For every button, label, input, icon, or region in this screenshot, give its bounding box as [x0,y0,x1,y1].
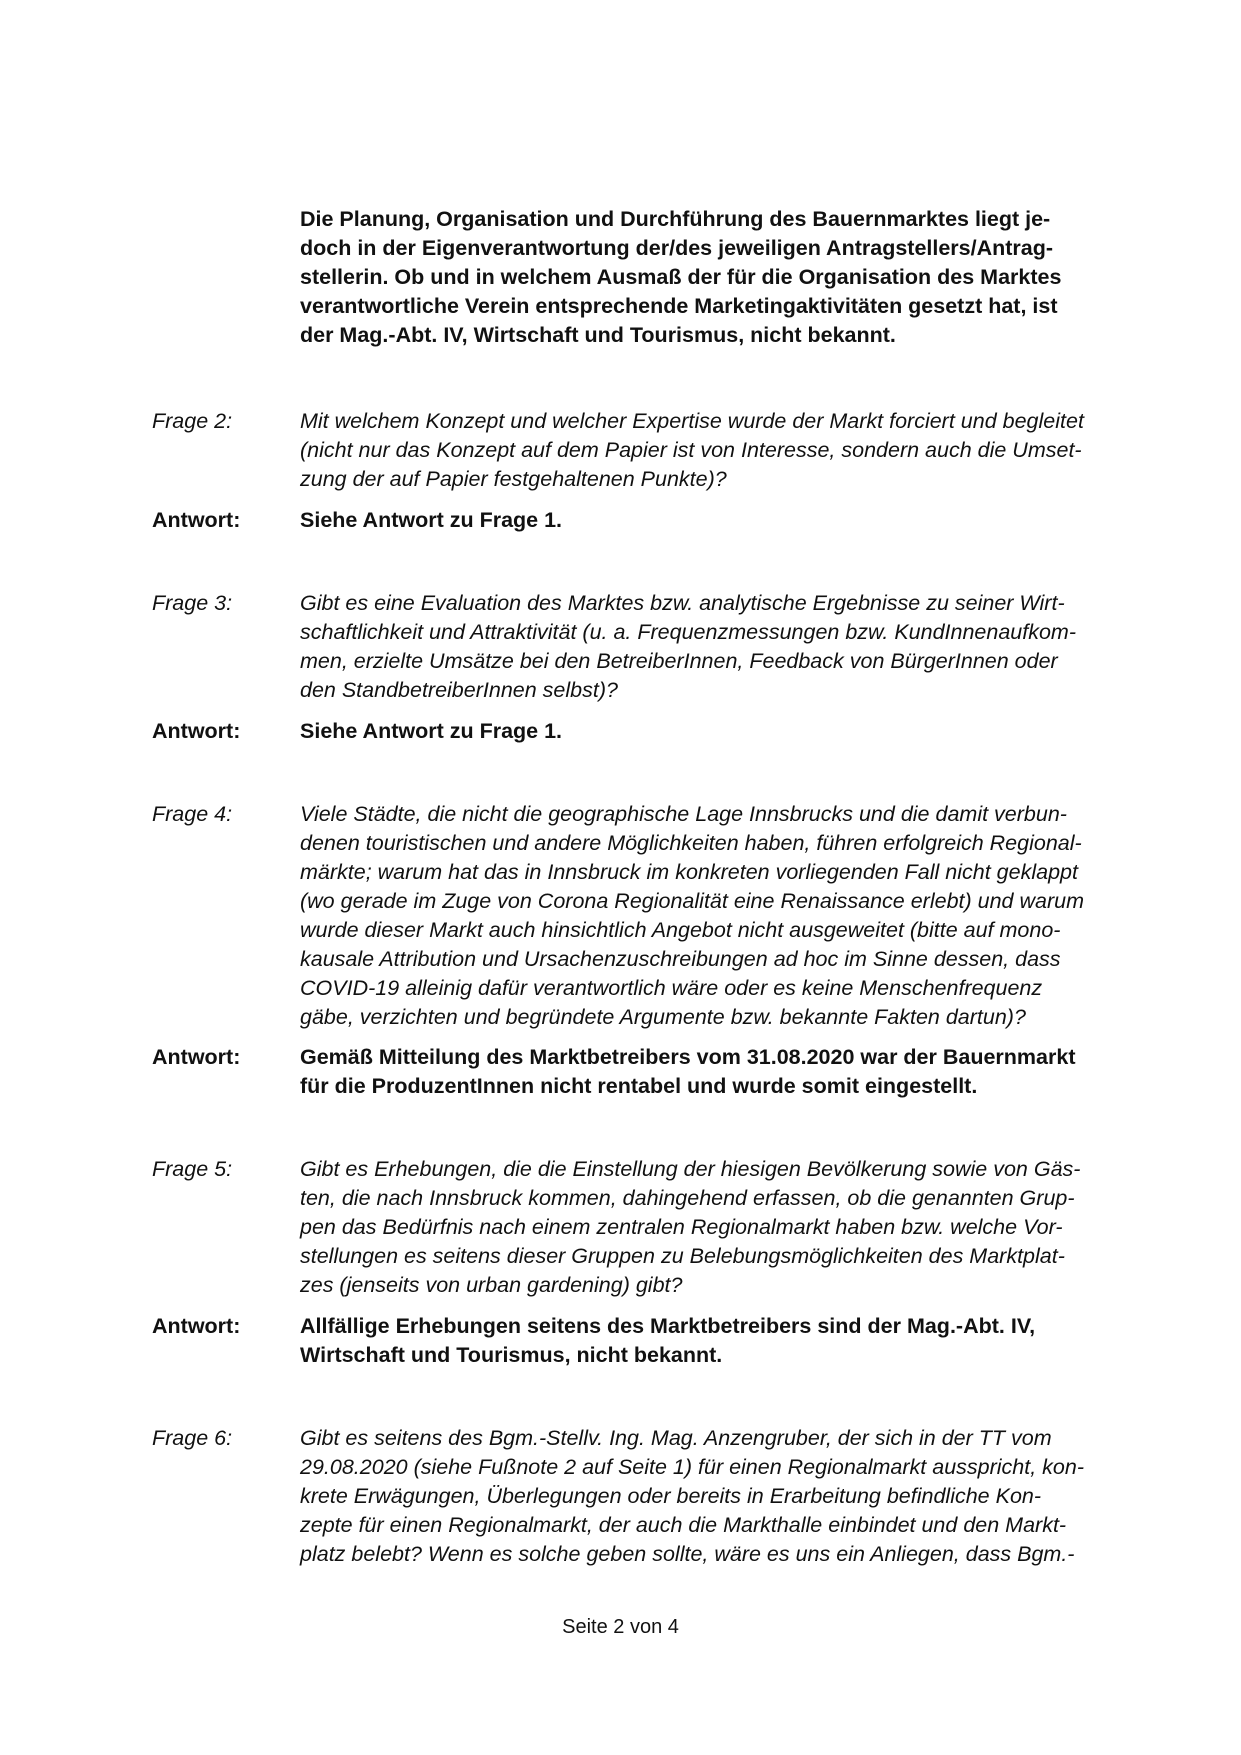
question-line: den StandbetreiberInnen selbst)? [300,678,618,702]
answer-label: Antwort: [152,1314,241,1338]
answer-line: Allfällige Erhebungen seitens des Marktbetreibers sind der Mag.-Abt. IV, [300,1314,1036,1338]
question-label: Frage 2: [152,409,233,433]
page-number: Seite 2 von 4 [562,1616,679,1638]
intro-paragraph [300,205,1150,350]
answer-label: Antwort: [152,1045,241,1069]
question-line: stellungen es seitens dieser Gruppen zu Belebungsmöglichkeiten des Marktplat- [300,1244,1065,1268]
intro-line: der Mag.-Abt. IV, Wirtschaft und Tourismus, nicht bekannt. [300,323,896,347]
question-line: wurde dieser Markt auch hinsichtlich Angebot nicht ausgeweitet (bitte auf mono- [300,918,1061,942]
answer-text [300,1043,1150,1101]
intro-line: doch in der Eigenverantwortung der/des jeweiligen Antragstellers/Antrag- [300,236,1054,260]
question-line: Gibt es eine Evaluation des Marktes bzw. analytische Ergebnisse zu seiner Wirt- [300,591,1065,615]
question-label: Frage 5: [152,1157,233,1181]
answer-line: Gemäß Mitteilung des Marktbetreibers vom 31.08.2020 war der Bauernmarkt [300,1045,1076,1069]
answer-line: Siehe Antwort zu Frage 1. [300,508,563,532]
question-line: (wo gerade im Zuge von Corona Regionalität eine Renaissance erlebt) und warum [300,889,1084,913]
question-line: COVID-19 alleinig dafür verantwortlich wäre oder es keine Menschenfrequenz [300,976,1043,1000]
question-line: 29.08.2020 (siehe Fußnote 2 auf Seite 1) für einen Regionalmarkt ausspricht, kon- [300,1455,1085,1479]
question-line: zes (jenseits von urban gardening) gibt? [300,1273,683,1297]
question-line: denen touristischen und andere Möglichkeiten haben, führen erfolgreich Regional- [300,831,1082,855]
question-line: ten, die nach Innsbruck kommen, dahingehend erfassen, ob die genannten Grup- [300,1186,1075,1210]
answer-text [300,506,1150,535]
answer-text [300,1312,1150,1370]
question-text [300,407,1150,494]
intro-line: verantwortliche Verein entsprechende Marketingaktivitäten gesetzt hat, ist [300,294,1058,318]
question-line: zepte für einen Regionalmarkt, der auch die Markthalle einbindet und den Markt- [300,1513,1067,1537]
question-line: zung der auf Papier festgehaltenen Punkte)? [300,467,727,491]
question-label: Frage 4: [152,802,233,826]
question-line: märkte; warum hat das in Innsbruck im konkreten vorliegenden Fall nicht geklappt [300,860,1078,884]
question-text [300,800,1150,1032]
question-label: Frage 3: [152,591,233,615]
question-line: schaftlichkeit und Attraktivität (u. a. Frequenzmessungen bzw. KundInnenaufkom- [300,620,1077,644]
question-line: Mit welchem Konzept und welcher Expertise wurde der Markt forciert und begleitet [300,409,1084,433]
question-text [300,1424,1150,1569]
answer-line: für die ProduzentInnen nicht rentabel und wurde somit eingestellt. [300,1074,978,1098]
intro-line: Die Planung, Organisation und Durchführung des Bauernmarktes liegt je- [300,207,1051,231]
answer-line: Siehe Antwort zu Frage 1. [300,719,563,743]
intro-line: stellerin. Ob und in welchem Ausmaß der für die Organisation des Marktes [300,265,1062,289]
question-line: krete Erwägungen, Überlegungen oder bereits in Erarbeitung befindliche Kon- [300,1484,1042,1508]
answer-text [300,717,1150,746]
question-line: (nicht nur das Konzept auf dem Papier ist von Interesse, sondern auch die Umset- [300,438,1082,462]
answer-line: Wirtschaft und Tourismus, nicht bekannt. [300,1343,723,1367]
question-line: gäbe, verzichten und begründete Argumente bzw. bekannte Fakten dartun)? [300,1005,1026,1029]
question-line: Viele Städte, die nicht die geographische Lage Innsbrucks und die damit verbun- [300,802,1067,826]
question-line: pen das Bedürfnis nach einem zentralen Regionalmarkt haben bzw. welche Vor- [300,1215,1063,1239]
question-line: Gibt es Erhebungen, die die Einstellung der hiesigen Bevölkerung sowie von Gäs- [300,1157,1081,1181]
question-line: kausale Attribution und Ursachenzuschreibungen ad hoc im Sinne dessen, dass [300,947,1061,971]
question-line: Gibt es seitens des Bgm.-Stellv. Ing. Mag. Anzengruber, der sich in der TT vom [300,1426,1052,1450]
question-label: Frage 6: [152,1426,233,1450]
question-text [300,1155,1150,1300]
answer-label: Antwort: [152,719,241,743]
answer-label: Antwort: [152,508,241,532]
question-text [300,589,1150,705]
question-line: platz belebt? Wenn es solche geben sollte, wäre es uns ein Anliegen, dass Bgm.- [300,1542,1075,1566]
question-line: men, erzielte Umsätze bei den BetreiberInnen, Feedback von BürgerInnen oder [300,649,1058,673]
